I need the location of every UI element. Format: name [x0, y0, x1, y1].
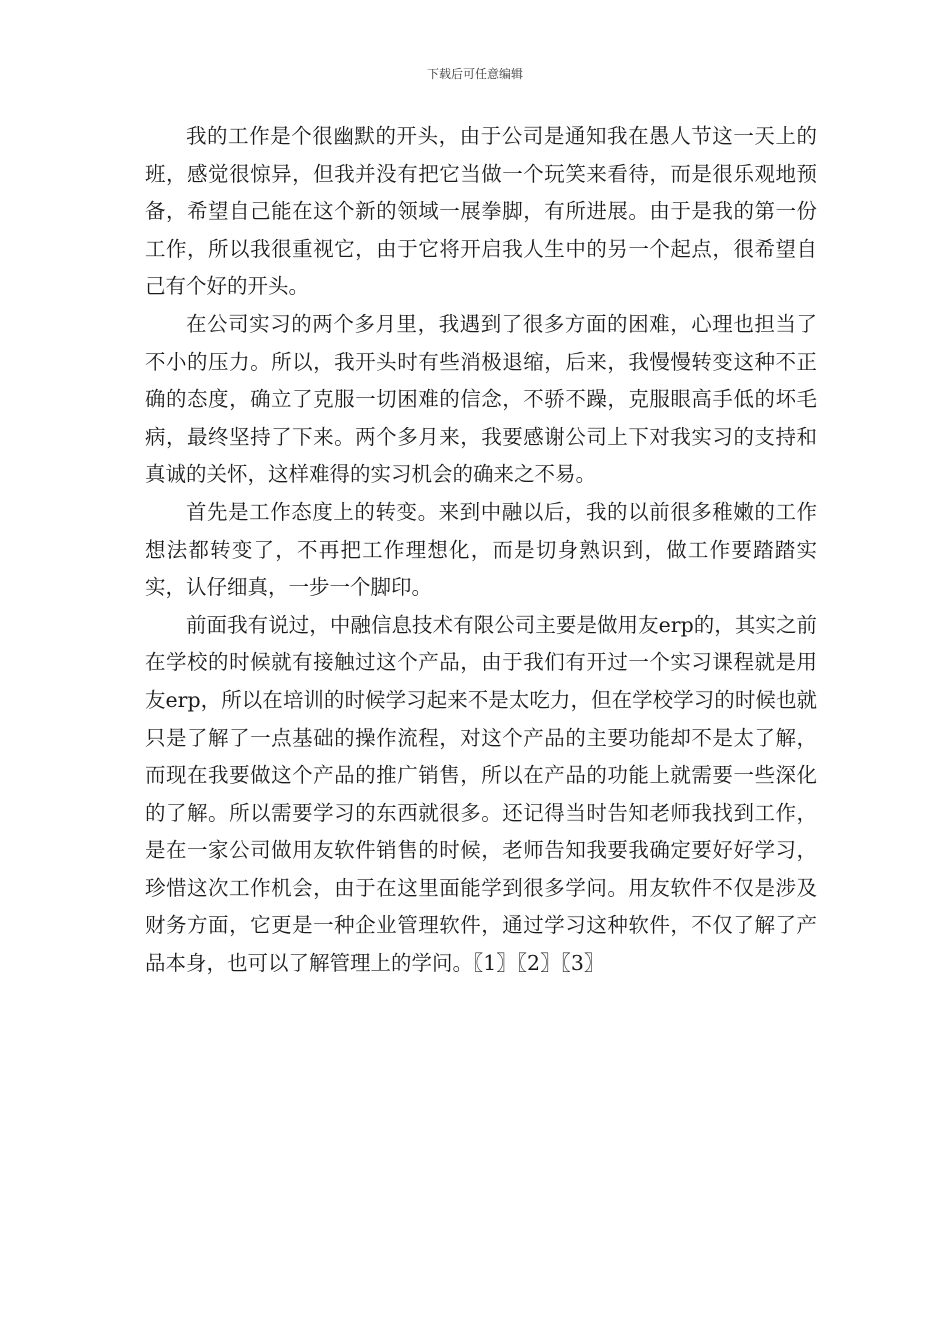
paragraph: 在公司实习的两个多月里，我遇到了很多方面的困难，心理也担当了不小的压力。所以，我开头时有些消极退缩，后来，我慢慢转变这种不正确的态度，确立了克服一切困难的信念，不骄不躁，克服眼高手低的坏毛病，最终坚持了下来。两个多月来，我要感谢公司上下对我实习的支持和真诚的关怀，这样难得的实习机会的确来之不易。	[145, 311, 817, 487]
page-header: 下载后可任意编辑	[426, 67, 523, 81]
paragraph: 我的工作是个很幽默的开头，由于公司是通知我在愚人节这一天上的班，感觉很惊异，但我并没有把它当做一个玩笑来看待，而是很乐观地预备，希望自己能在这个新的领域一展拳脚，有所进展。由于是我的第一份工作，所以我很重视它，由于它将开启我人生中的另一个起点，很希望自己有个好的开头。	[145, 124, 817, 299]
paragraph: 前面我有说过，中融信息技术有限公司主要是做用友erp的，其实之前在学校的时候就有接触过这个产品，由于我们有开过一个实习课程就是用友erp，所以在培训的时候学习起来不是太吃力，但在学校学习的时候也就只是了解了一点基础的操作流程，对这个产品的主要功能却不是太了解，而现在我要做这个产品的推广销售，所以在产品的功能上就需要一些深化的了解。所以需要学习的东西就很多。还记得当时告知老师我找到工作，是在一家公司做用友软件销售的时候，老师告知我要我确定要好好学习，珍惜这次工作机会，由于在这里面能学到很多学问。用友软件不仅是涉及财务方面，它更是一种企业管理软件，通过学习这种软件，不仅了解了产品本身，也可以了解管理上的学问。〖1〗〖2〗〖3〗	[145, 612, 817, 976]
paragraph: 首先是工作态度上的转变。来到中融以后，我的以前很多稚嫩的工作想法都转变了，不再把工作理想化，而是切身熟识到，做工作要踏踏实实，认仔细真，一步一个脚印。	[145, 499, 817, 600]
document-body	[145, 118, 817, 983]
